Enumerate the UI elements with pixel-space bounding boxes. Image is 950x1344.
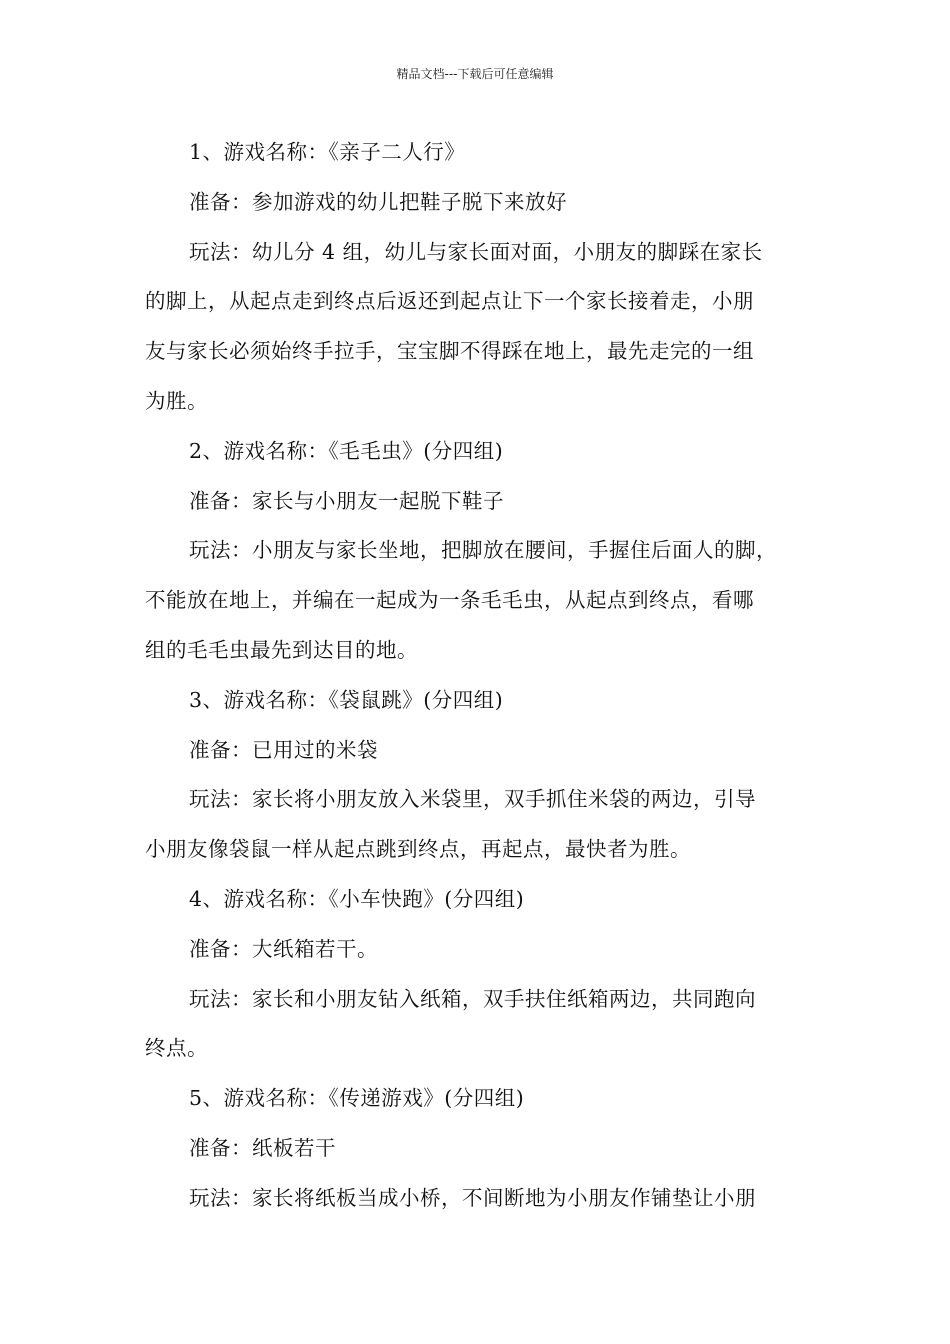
game-3-preparation: 准备：已用过的米袋	[189, 737, 378, 762]
page-header: 精品文档---下载后可任意编辑	[396, 67, 554, 81]
game-4-preparation: 准备：大纸箱若干。	[189, 936, 378, 961]
game-3-rules-line-2: 小朋友像袋鼠一样从起点跳到终点，再起点，最快者为胜。	[145, 837, 691, 862]
game-2-rules-line-2: 不能放在地上，并编在一起成为一条毛毛虫，从起点到终点，看哪	[145, 588, 754, 613]
game-2-rules-line-3: 组的毛毛虫最先到达目的地。	[145, 637, 418, 662]
game-2-rules-line-1: 玩法：小朋友与家长坐地，把脚放在腰间，手握住后面人的脚，	[189, 538, 777, 563]
game-3-rules-line-1: 玩法：家长将小朋友放入米袋里，双手抓住米袋的两边，引导	[189, 787, 756, 812]
game-2-preparation: 准备：家长与小朋友一起脱下鞋子	[189, 488, 504, 513]
document-body	[145, 128, 815, 1224]
game-5-title: 5、游戏名称：《传递游戏》(分四组)	[189, 1086, 525, 1111]
game-5-preparation: 准备：纸板若干	[189, 1135, 336, 1160]
game-1-preparation: 准备：参加游戏的幼儿把鞋子脱下来放好	[189, 189, 567, 214]
game-5-rules-line-1: 玩法：家长将纸板当成小桥，不间断地为小朋友作铺垫让小朋	[189, 1185, 756, 1210]
game-1-rules-line-4: 为胜。	[145, 388, 208, 413]
game-4-rules-line-1: 玩法：家长和小朋友钻入纸箱，双手扶住纸箱两边，共同跑向	[189, 986, 756, 1011]
game-4-title: 4、游戏名称：《小车快跑》(分四组)	[189, 886, 525, 911]
game-1-rules-line-1: 玩法：幼儿分 4 组，幼儿与家长面对面，小朋友的脚踩在家长	[189, 239, 763, 264]
game-4-rules-line-2: 终点。	[145, 1036, 208, 1061]
game-3-title: 3、游戏名称：《袋鼠跳》(分四组)	[189, 687, 504, 712]
game-1-title: 1、游戏名称：《亲子二人行》	[189, 140, 466, 164]
game-1-rules-line-2: 的脚上，从起点走到终点后返还到起点让下一个家长接着走，小朋	[145, 289, 754, 314]
game-1-rules-line-3: 友与家长必须始终手拉手，宝宝脚不得踩在地上，最先走完的一组	[145, 339, 754, 364]
game-2-title: 2、游戏名称：《毛毛虫》(分四组)	[189, 438, 504, 463]
